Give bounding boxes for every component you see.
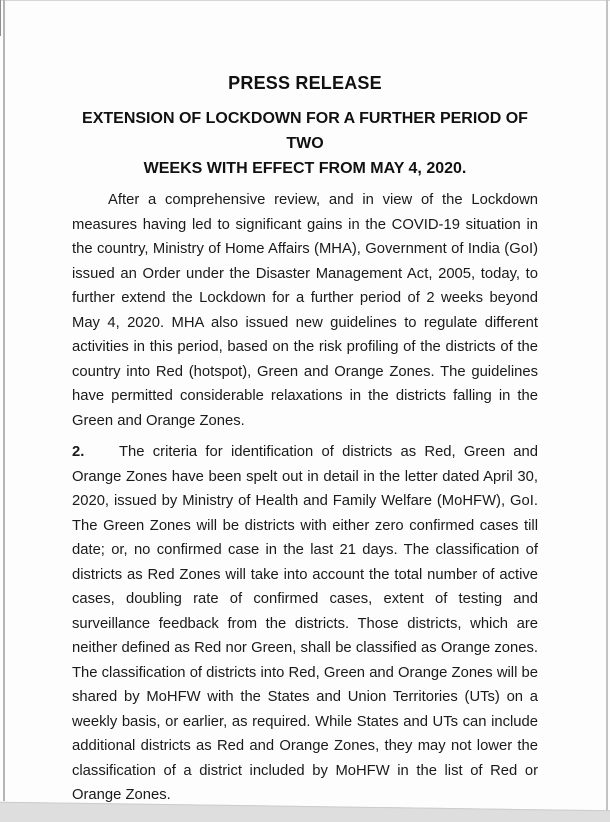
scan-edge-left [3, 0, 5, 801]
document-heading [72, 106, 538, 181]
paragraph-2-text: The criteria for identification of districts as Red, Green and Orange Zones have been spelt out in detail in the letter dated April 30, 2020, issued by Ministry of Health and Family Welfare (MoHFW), GoI. The Green Zones will be districts with either zero confirmed cases till date; or, no confirmed case in the last 21 days. The classification of districts as Red Zones will take into account the total number of active cases, doubling rate of confirmed cases, extent of testing and surveillance feedback from the districts. Those districts, which are neither defined as Red nor Green, shall be classified as Orange zones. The classification of districts into Red, Green and Orange Zones will be shared by MoHFW with the States and Union Territories (UTs) on a weekly basis, or earlier, as required. While States and UTs can include additional districts as Red and Orange Zones, they may not lower the classification of a district included by MoHFW in the list of Red or Orange Zones. [72, 444, 538, 803]
scan-edge-left-dark-mark [0, 0, 1, 36]
document-content [72, 0, 538, 808]
heading-line-2: WEEKS WITH EFFECT FROM MAY 4, 2020. [143, 160, 467, 177]
press-release-title: PRESS RELEASE [228, 73, 382, 93]
paragraph-1 [72, 188, 538, 433]
paragraph-2-number: 2. [72, 444, 85, 460]
paragraph-1-text: After a comprehensive review, and in view of the Lockdown measures having led to significant gains in the COVID-19 situation in the country, Ministry of Home Affairs (MHA), Government of India (GoI) issued an Order under the Disaster Management Act, 2005, today, to further extend the Lockdown for a further period of 2 weeks beyond May 4, 2020. MHA also issued new guidelines to regulate different activities in this period, based on the risk profiling of the districts of the country into Red (hotspot), Green and Orange Zones. The guidelines have permitted considerable relaxations in the districts falling in the Green and Orange Zones. [72, 192, 538, 429]
heading-line-1: EXTENSION OF LOCKDOWN FOR A FURTHER PERIOD OF TWO [82, 110, 528, 152]
scan-edge-right [606, 0, 608, 812]
paragraph-2 [72, 440, 538, 808]
